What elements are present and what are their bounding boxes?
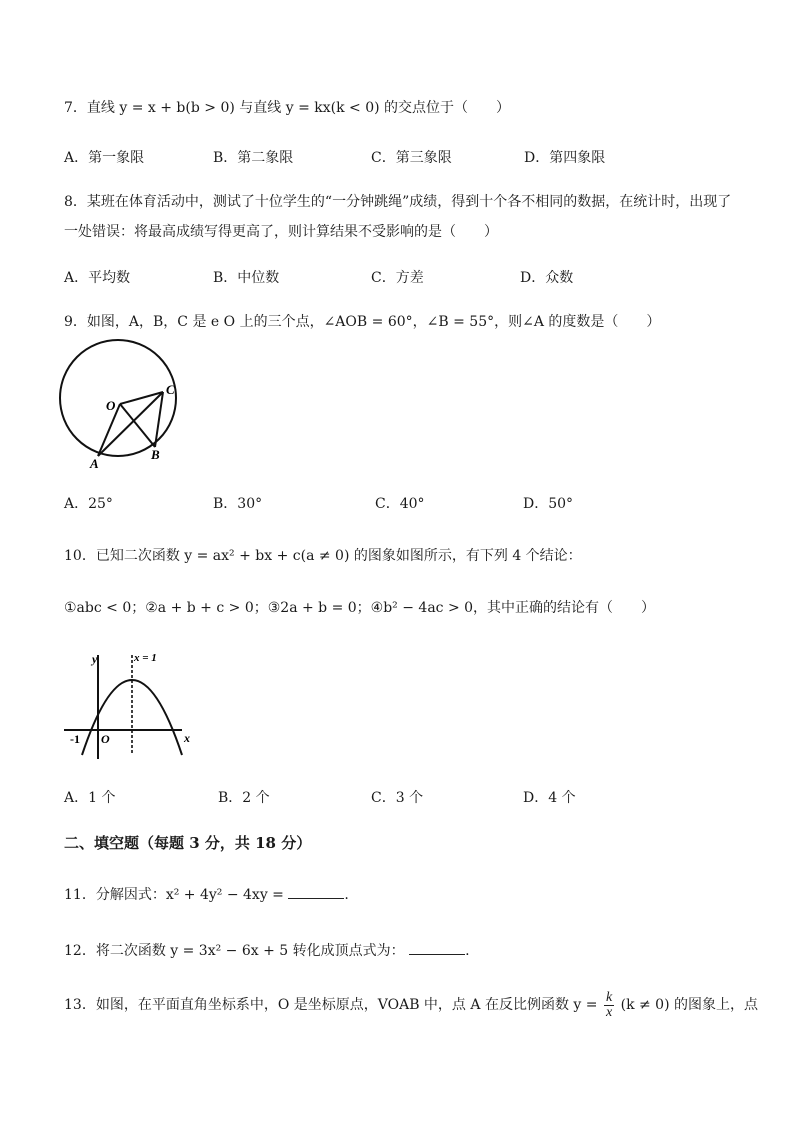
- question-11-text: 11．分解因式：x² + 4y² − 4xy =: [64, 887, 284, 903]
- parabola-figure: [60, 645, 200, 765]
- question-12-end: .: [465, 943, 470, 959]
- question-11-end: .: [344, 887, 349, 903]
- label-axis-x1: x = 1: [134, 652, 157, 664]
- label-y: y: [92, 652, 98, 666]
- question-7-text: 7．直线 y = x + b(b > 0) 与直线 y = kx(k < 0) 的交点位于（ ）: [64, 100, 511, 116]
- answer-blank-12[interactable]: [409, 940, 465, 955]
- question-13-text-end: (k ≠ 0) 的图象上，点: [620, 997, 759, 1013]
- label-minus-one: -1: [70, 732, 80, 746]
- q8-option-b[interactable]: B．中位数: [213, 270, 280, 286]
- q7-option-d[interactable]: D．第四象限: [524, 150, 606, 166]
- question-10-conclusions: ①abc < 0；②a + b + c > 0；③2a + b = 0；④b² − 4ac > 0，其中正确的结论有（ ）: [64, 600, 656, 616]
- label-a: A: [90, 456, 99, 470]
- question-13: [64, 988, 758, 1022]
- question-12-text: 12．将二次函数 y = 3x² − 6x + 5 转化成顶点式为：: [64, 943, 405, 959]
- label-b: B: [151, 447, 160, 462]
- section-2-heading: 二、填空题（每题 3 分，共 18 分）: [64, 834, 312, 852]
- label-o: O: [106, 398, 116, 413]
- q9-option-b[interactable]: B．30°: [213, 496, 263, 512]
- q7-option-b[interactable]: B．第二象限: [213, 150, 294, 166]
- circle-figure: [58, 325, 198, 470]
- q10-option-c[interactable]: C．3 个: [371, 790, 424, 806]
- segment-ob: [120, 404, 155, 447]
- q10-option-d[interactable]: D．4 个: [523, 790, 576, 806]
- fraction-denominator: x: [605, 1004, 613, 1020]
- q9-option-c[interactable]: C．40°: [375, 496, 425, 512]
- question-10-text: 10．已知二次函数 y = ax² + bx + c(a ≠ 0) 的图象如图所示，有下列 4 个结论：: [64, 548, 582, 564]
- circle-o: [60, 340, 176, 456]
- question-8-text-line1: 8．某班在体育活动中，测试了十位学生的“一分钟跳绳”成绩，得到十个各不相同的数据，在统计时，出现了: [64, 194, 732, 210]
- question-12: [64, 940, 470, 961]
- fraction-k-over-x: [604, 991, 614, 1020]
- q7-option-c[interactable]: C．第三象限: [371, 150, 452, 166]
- label-c: C: [166, 382, 175, 397]
- q9-option-d[interactable]: D．50°: [523, 496, 574, 512]
- fraction-numerator: k: [605, 989, 613, 1005]
- q8-option-d[interactable]: D．众数: [520, 270, 574, 286]
- q7-option-a[interactable]: A．第一象限: [64, 150, 145, 166]
- question-9-text: 9．如图，A，B，C 是 e O 上的三个点，∠AOB = 60°，∠B = 55°，则∠A 的度数是（ ）: [64, 314, 661, 330]
- q9-option-a[interactable]: A．25°: [64, 496, 113, 512]
- answer-blank-11[interactable]: [288, 884, 344, 899]
- question-8-text-line2: 一处错误：将最高成绩写得更高了，则计算结果不受影响的是（ ）: [64, 224, 498, 240]
- q8-option-a[interactable]: A．平均数: [64, 270, 131, 286]
- q10-option-b[interactable]: B．2 个: [218, 790, 270, 806]
- q10-option-a[interactable]: A．1 个: [64, 790, 116, 806]
- q8-option-c[interactable]: C．方差: [371, 270, 424, 286]
- label-origin: O: [101, 732, 110, 746]
- question-13-text: 13．如图，在平面直角坐标系中，O 是坐标原点，VOAB 中，点 A 在反比例函数 y =: [64, 997, 598, 1013]
- question-11: [64, 884, 349, 905]
- label-x: x: [184, 731, 190, 745]
